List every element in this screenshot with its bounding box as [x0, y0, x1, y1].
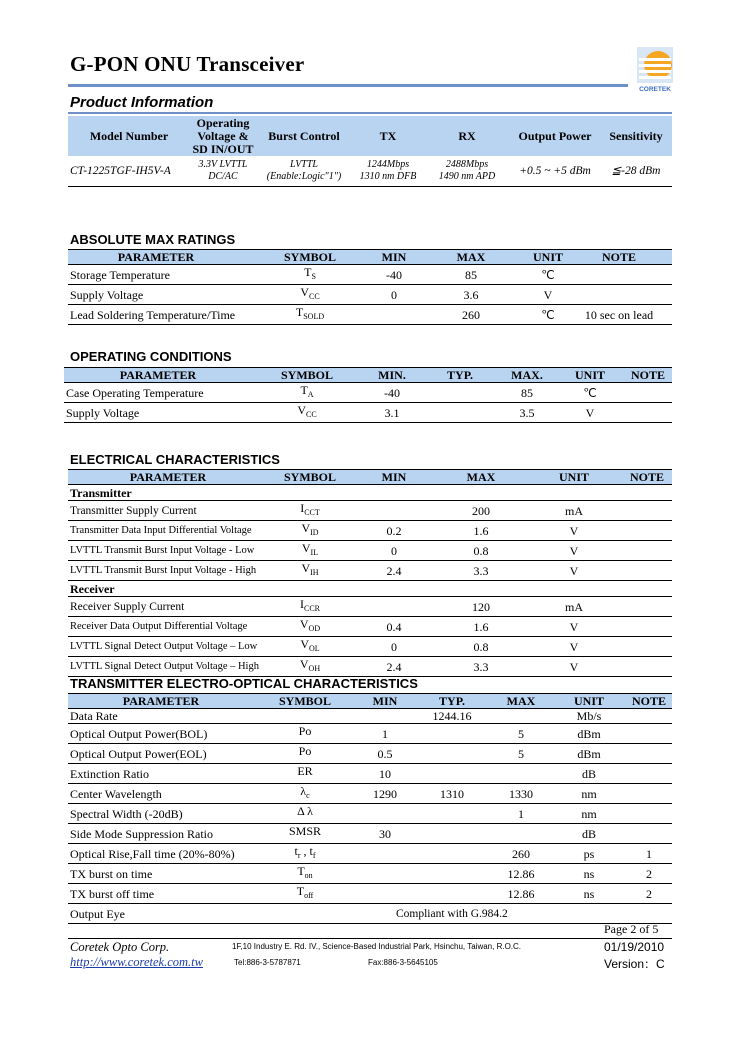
table-row — [68, 561, 672, 581]
model-number: CT-1225TGF-IH5V-A — [68, 156, 190, 186]
min-cell: 2.4 — [352, 657, 436, 677]
symbol-cell: $V_{CC}$ — [244, 285, 376, 305]
document-title: G-PON ONU Transceiver — [70, 52, 305, 76]
unit-cell: V — [526, 541, 622, 561]
table-row — [68, 521, 672, 541]
symbol-cell: $t_r$ , $t_f$ — [254, 844, 356, 864]
product-info-table — [68, 116, 672, 187]
company-tel: Tel:886-3-5787871 — [234, 958, 301, 967]
note-cell — [622, 597, 672, 617]
unit-cell: V — [526, 521, 622, 541]
param-cell: Spectral Width (-20dB) — [68, 804, 254, 824]
param-cell: Receiver Data Output Differential Voltage — [68, 617, 268, 637]
title-divider — [68, 84, 628, 87]
col-note: NOTE — [626, 694, 672, 709]
txeo-title: TRANSMITTER ELECTRO-OPTICAL CHARACTERISTICS — [70, 676, 418, 691]
unit-cell: ns — [552, 864, 626, 884]
group-row-receiver — [68, 581, 672, 597]
param-cell: TX burst on time — [68, 864, 254, 884]
max-cell: 200 — [436, 501, 526, 521]
col-operating: Operating Voltage & SD IN/OUT — [190, 116, 256, 156]
param-cell: Supply Voltage — [64, 403, 252, 423]
max-cell — [490, 764, 552, 784]
min-cell: -40 — [376, 265, 412, 285]
symbol-cell: ER — [254, 764, 356, 784]
note-cell — [622, 617, 672, 637]
table-row — [68, 617, 672, 637]
max-cell: 1.6 — [436, 617, 526, 637]
note-cell — [624, 403, 672, 423]
company-fax: Fax:886-3-5645105 — [368, 958, 438, 967]
tx-spec: 1244Mbps 1310 nm DFB — [352, 156, 424, 186]
max-cell: 1.6 — [436, 521, 526, 541]
min-cell: 30 — [356, 824, 414, 844]
burst-control: LVTTL (Enable:Logic"1") — [256, 156, 352, 186]
company-url-link[interactable]: http://www.coretek.com.tw — [70, 955, 203, 969]
unit-cell: Mb/s — [552, 709, 626, 724]
logo-text: CORETEK — [639, 86, 671, 93]
max-cell: 85 — [498, 383, 556, 403]
symbol-cell — [254, 709, 356, 724]
note-cell — [626, 709, 672, 724]
unit-cell: ps — [552, 844, 626, 864]
symbol-cell: $V_{OL}$ — [268, 637, 352, 657]
note-cell — [626, 804, 672, 824]
table-row — [64, 403, 672, 423]
param-cell: Transmitter Data Input Differential Voltage — [68, 521, 268, 541]
abs-max-table — [68, 249, 672, 325]
table-row — [68, 884, 672, 904]
table-row — [68, 844, 672, 864]
table-row — [68, 709, 672, 724]
table-row — [68, 637, 672, 657]
symbol-cell: Po — [254, 744, 356, 764]
min-cell — [356, 709, 414, 724]
note-cell — [566, 285, 672, 305]
col-symbol: SYMBOL — [244, 250, 376, 265]
page-number: Page 2 of 5 — [604, 922, 659, 936]
typ-cell — [414, 744, 490, 764]
col-model: Model Number — [68, 116, 190, 156]
col-max: MAX — [490, 694, 552, 709]
min-cell — [376, 305, 412, 325]
param-cell: Optical Output Power(BOL) — [68, 724, 254, 744]
col-symbol: SYMBOL — [268, 470, 352, 485]
symbol-cell: $I_{CCR}$ — [268, 597, 352, 617]
product-info-title: Product Information — [70, 94, 214, 111]
col-output: Output Power — [510, 116, 600, 156]
unit-cell: dBm — [552, 744, 626, 764]
note-cell — [622, 561, 672, 581]
product-info-divider — [68, 112, 672, 114]
param-cell: Supply Voltage — [68, 285, 244, 305]
col-parameter: PARAMETER — [68, 470, 268, 485]
unit-cell: nm — [552, 784, 626, 804]
unit-cell: ℃ — [556, 383, 624, 403]
unit-cell: ℃ — [530, 265, 566, 285]
table-row — [68, 156, 672, 186]
max-cell: 3.6 — [412, 285, 530, 305]
max-cell: 1330 — [490, 784, 552, 804]
param-cell: Output Eye — [68, 904, 254, 924]
table-row-output-eye — [68, 904, 672, 924]
col-max: MAX — [436, 470, 526, 485]
table-row — [68, 265, 672, 285]
min-cell — [352, 501, 436, 521]
param-cell: TX burst off time — [68, 884, 254, 904]
symbol-cell: $T_{off}$ — [254, 884, 356, 904]
unit-cell: V — [556, 403, 624, 423]
unit-cell: dBm — [552, 724, 626, 744]
col-min: MIN — [376, 250, 412, 265]
min-cell — [356, 884, 414, 904]
op-cond-title: OPERATING CONDITIONS — [70, 349, 232, 364]
unit-cell: nm — [552, 804, 626, 824]
col-symbol: SYMBOL — [252, 368, 362, 383]
typ-cell — [414, 724, 490, 744]
max-cell: 260 — [412, 305, 530, 325]
unit-cell: V — [526, 657, 622, 677]
note-cell — [624, 383, 672, 403]
abs-max-title: ABSOLUTE MAX RATINGS — [70, 232, 236, 247]
param-cell: Center Wavelength — [68, 784, 254, 804]
typ-cell — [414, 764, 490, 784]
table-row — [68, 541, 672, 561]
max-cell — [490, 824, 552, 844]
max-cell: 260 — [490, 844, 552, 864]
note-cell — [622, 501, 672, 521]
param-cell: Case Operating Temperature — [64, 383, 252, 403]
col-max: MAX. — [498, 368, 556, 383]
output-power: +0.5 ~ +5 dBm — [510, 156, 600, 186]
max-cell: 3.3 — [436, 561, 526, 581]
max-cell: 1 — [490, 804, 552, 824]
max-cell: 3.3 — [436, 657, 526, 677]
symbol-cell: $V_{ID}$ — [268, 521, 352, 541]
note-cell — [626, 744, 672, 764]
unit-cell: ℃ — [530, 305, 566, 325]
min-cell — [356, 804, 414, 824]
table-row — [68, 597, 672, 617]
symbol-cell: $T_A$ — [252, 383, 362, 403]
typ-cell — [414, 864, 490, 884]
col-sensitivity: Sensitivity — [600, 116, 672, 156]
col-note: NOTE — [622, 470, 672, 485]
note-cell: 1 — [626, 844, 672, 864]
min-cell: 1 — [356, 724, 414, 744]
company-address: 1F,10 Industry E. Rd. IV., Science-Based Industrial Park, Hsinchu, Taiwan, R.O.C. — [232, 942, 522, 951]
symbol-cell: $T_{on}$ — [254, 864, 356, 884]
note-cell — [626, 824, 672, 844]
document-date: 01/19/2010 — [604, 940, 665, 954]
col-unit: UNIT — [552, 694, 626, 709]
param-cell: LVTTL Signal Detect Output Voltage – Low — [68, 637, 268, 657]
min-cell: 1290 — [356, 784, 414, 804]
company-name: Coretek Opto Corp. — [70, 940, 170, 954]
footer-divider — [68, 938, 672, 939]
col-parameter: PARAMETER — [68, 694, 254, 709]
unit-cell: ns — [552, 884, 626, 904]
col-symbol: SYMBOL — [254, 694, 356, 709]
note-cell — [626, 764, 672, 784]
param-cell: LVTTL Transmit Burst Input Voltage - High — [68, 561, 268, 581]
symbol-cell: SMSR — [254, 824, 356, 844]
sensitivity: ≦-28 dBm — [600, 156, 672, 186]
note-cell: 2 — [626, 884, 672, 904]
table-row — [68, 784, 672, 804]
min-cell: -40 — [362, 383, 422, 403]
typ-cell — [414, 884, 490, 904]
param-cell: Optical Rise,Fall time (20%-80%) — [68, 844, 254, 864]
typ-cell: 1244.16 — [414, 709, 490, 724]
unit-cell: V — [526, 637, 622, 657]
col-unit: UNIT — [530, 250, 566, 265]
col-unit: UNIT — [526, 470, 622, 485]
note-cell: 10 sec on lead — [566, 305, 672, 325]
col-min: MIN — [356, 694, 414, 709]
unit-cell: V — [526, 561, 622, 581]
param-cell: Lead Soldering Temperature/Time — [68, 305, 244, 325]
min-cell: 3.1 — [362, 403, 422, 423]
typ-cell — [414, 824, 490, 844]
note-cell — [622, 541, 672, 561]
col-rx: RX — [424, 116, 510, 156]
spacer-cell — [254, 904, 356, 924]
coretek-logo — [636, 46, 674, 94]
min-cell: 10 — [356, 764, 414, 784]
op-cond-table — [64, 367, 672, 423]
table-row — [64, 383, 672, 403]
symbol-cell: $T_S$ — [244, 265, 376, 285]
min-cell: 2.4 — [352, 561, 436, 581]
table-row — [68, 724, 672, 744]
symbol-cell: $\lambda_c$ — [254, 784, 356, 804]
document-version: Version：C — [604, 957, 665, 971]
rx-spec: 2488Mbps 1490 nm APD — [424, 156, 510, 186]
unit-cell: dB — [552, 824, 626, 844]
max-cell: 0.8 — [436, 637, 526, 657]
param-cell: Optical Output Power(EOL) — [68, 744, 254, 764]
typ-cell — [414, 844, 490, 864]
typ-cell — [414, 804, 490, 824]
min-cell: 0.5 — [356, 744, 414, 764]
unit-cell: V — [526, 617, 622, 637]
max-cell: 0.8 — [436, 541, 526, 561]
txeo-table — [68, 693, 672, 924]
col-burst: Burst Control — [256, 116, 352, 156]
col-parameter: PARAMETER — [68, 250, 244, 265]
operating-voltage: 3.3V LVTTL DC/AC — [190, 156, 256, 186]
table-row — [68, 744, 672, 764]
symbol-cell: Δ λ — [254, 804, 356, 824]
max-cell: 12.86 — [490, 884, 552, 904]
table-row — [68, 657, 672, 677]
min-cell — [352, 597, 436, 617]
note-cell — [626, 784, 672, 804]
output-eye-value: Compliant with G.984.2 — [356, 904, 672, 924]
symbol-cell: $V_{IL}$ — [268, 541, 352, 561]
param-cell: LVTTL Transmit Burst Input Voltage - Low — [68, 541, 268, 561]
param-cell: Data Rate — [68, 709, 254, 724]
col-min: MIN. — [362, 368, 422, 383]
table-row — [68, 285, 672, 305]
table-row — [68, 305, 672, 325]
min-cell — [356, 844, 414, 864]
typ-cell: 1310 — [414, 784, 490, 804]
symbol-cell: $I_{CCT}$ — [268, 501, 352, 521]
note-cell — [626, 724, 672, 744]
col-max: MAX — [412, 250, 530, 265]
symbol-cell: $T_{SOLD}$ — [244, 305, 376, 325]
elec-title: ELECTRICAL CHARACTERISTICS — [70, 452, 280, 467]
col-parameter: PARAMETER — [64, 368, 252, 383]
elec-table — [68, 469, 672, 677]
min-cell: 0 — [352, 637, 436, 657]
col-tx: TX — [352, 116, 424, 156]
symbol-cell: $V_{OH}$ — [268, 657, 352, 677]
note-cell — [622, 657, 672, 677]
note-cell — [622, 521, 672, 541]
table-row — [68, 804, 672, 824]
max-cell: 120 — [436, 597, 526, 617]
table-row — [68, 824, 672, 844]
col-unit: UNIT — [556, 368, 624, 383]
param-cell: LVTTL Signal Detect Output Voltage – High — [68, 657, 268, 677]
group-row-transmitter — [68, 485, 672, 501]
col-note: NOTE — [566, 250, 672, 265]
symbol-cell: $V_{CC}$ — [252, 403, 362, 423]
unit-cell: mA — [526, 501, 622, 521]
table-row — [68, 864, 672, 884]
group-label: Receiver — [68, 581, 672, 597]
symbol-cell: Po — [254, 724, 356, 744]
param-cell: Storage Temperature — [68, 265, 244, 285]
note-cell — [566, 265, 672, 285]
max-cell: 5 — [490, 744, 552, 764]
table-row — [68, 501, 672, 521]
min-cell: 0.2 — [352, 521, 436, 541]
max-cell: 5 — [490, 724, 552, 744]
unit-cell: dB — [552, 764, 626, 784]
note-cell: 2 — [626, 864, 672, 884]
col-typ: TYP. — [422, 368, 498, 383]
col-min: MIN — [352, 470, 436, 485]
typ-cell — [422, 383, 498, 403]
param-cell: Side Mode Suppression Ratio — [68, 824, 254, 844]
symbol-cell: $V_{OD}$ — [268, 617, 352, 637]
param-cell: Transmitter Supply Current — [68, 501, 268, 521]
min-cell — [356, 864, 414, 884]
group-label: Transmitter — [68, 485, 672, 501]
symbol-cell: $V_{IH}$ — [268, 561, 352, 581]
max-cell: 12.86 — [490, 864, 552, 884]
min-cell: 0.4 — [352, 617, 436, 637]
max-cell: 3.5 — [498, 403, 556, 423]
unit-cell: V — [530, 285, 566, 305]
typ-cell — [422, 403, 498, 423]
param-cell: Receiver Supply Current — [68, 597, 268, 617]
unit-cell: mA — [526, 597, 622, 617]
max-cell: 85 — [412, 265, 530, 285]
note-cell — [622, 637, 672, 657]
table-row — [68, 764, 672, 784]
max-cell — [490, 709, 552, 724]
col-typ: TYP. — [414, 694, 490, 709]
param-cell: Extinction Ratio — [68, 764, 254, 784]
min-cell: 0 — [352, 541, 436, 561]
min-cell: 0 — [376, 285, 412, 305]
col-note: NOTE — [624, 368, 672, 383]
